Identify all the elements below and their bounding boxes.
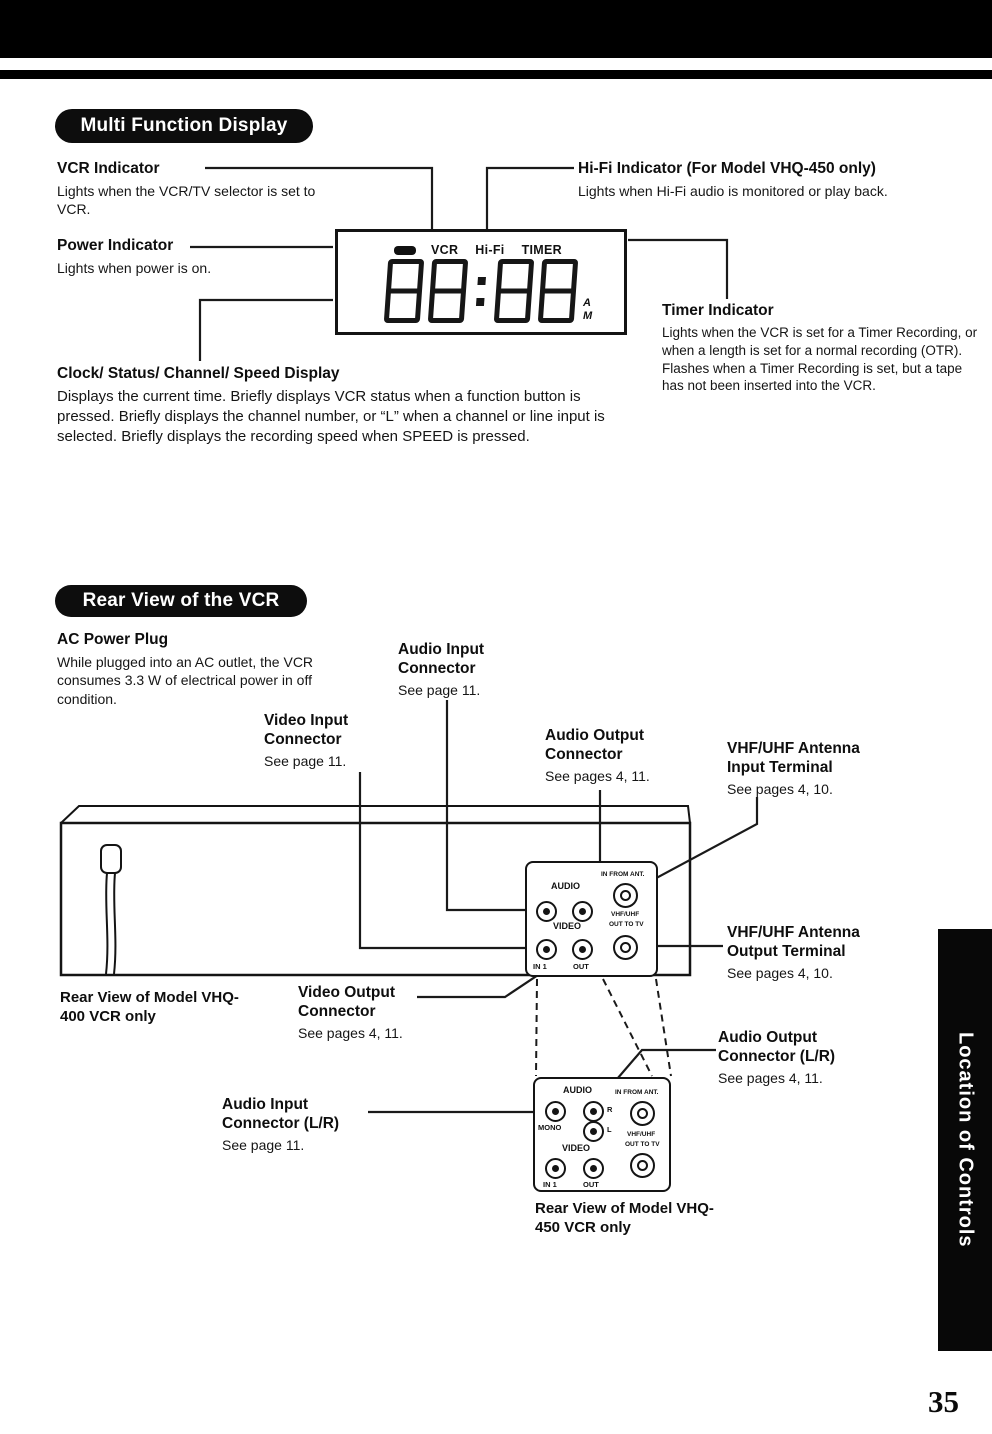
display-indicator-row xyxy=(394,243,562,257)
in-from-ant-label: IN FROM ANT. xyxy=(601,871,645,878)
projection-dash-line xyxy=(603,979,652,1076)
callout-title: Audio Input Connector xyxy=(398,641,485,677)
callout-title: VHF/UHF Antenna Input Terminal xyxy=(727,740,860,776)
callout-video-input xyxy=(264,712,374,770)
vcr-top-edge xyxy=(61,806,690,823)
timer-indicator-line xyxy=(628,240,727,299)
top-rule xyxy=(0,70,992,79)
callout-clock-display xyxy=(57,365,612,446)
callout-title: Timer Indicator xyxy=(662,302,774,319)
video-out-jack xyxy=(583,1158,604,1179)
digit-eight xyxy=(384,259,424,323)
audio-input-line xyxy=(447,700,528,910)
audio-in-jack xyxy=(536,901,557,922)
callout-power-indicator xyxy=(57,237,297,277)
pm-label: M xyxy=(583,309,593,322)
top-bar xyxy=(0,0,992,58)
audio-label: AUDIO xyxy=(563,1085,592,1095)
callout-title: Audio Output Connector xyxy=(545,727,644,763)
section-pill-rear-view xyxy=(55,585,307,617)
callout-body: Lights when power is on. xyxy=(57,259,212,276)
callout-body: Displays the current time. Briefly displays VCR status when a function button is pressed. Briefly displays the channel number, or “L” when a channel or line input is selected. Briefly displays the recording speed when SPEED is pressed. xyxy=(57,387,605,445)
callout-see: See pages 4, 10. xyxy=(727,780,833,797)
video-in-jack xyxy=(545,1158,566,1179)
in1-label: IN 1 xyxy=(543,1180,557,1189)
callout-vcr-indicator xyxy=(57,160,317,219)
page-number: 35 xyxy=(928,1384,959,1419)
out-to-tv-label: OUT TO TV xyxy=(625,1141,660,1148)
vcr-indicator-label: VCR xyxy=(431,243,459,257)
antenna-in-terminal xyxy=(613,883,638,908)
power-cord xyxy=(114,873,115,974)
callout-audio-input-lr xyxy=(222,1096,372,1154)
audio-label: AUDIO xyxy=(551,881,580,891)
antenna-out-terminal xyxy=(630,1153,655,1178)
jack-panel-vhq450 xyxy=(533,1077,671,1192)
section-pill-multi-function-display xyxy=(55,109,313,143)
power-plug xyxy=(101,845,121,873)
video-input-line xyxy=(360,772,528,948)
callout-audio-input xyxy=(398,641,508,699)
vhf-uhf-label: VHF/UHF xyxy=(627,1131,656,1138)
callout-see: See page 11. xyxy=(222,1136,305,1153)
hifi-indicator-line xyxy=(487,168,574,231)
callout-title: AC Power Plug xyxy=(57,631,169,648)
r-label: R xyxy=(607,1105,613,1114)
caption-vhq400: Rear View of Model VHQ-400 VCR only xyxy=(60,989,239,1025)
callout-see: See page 11. xyxy=(398,681,481,698)
side-tab-location-of-controls xyxy=(938,929,992,1351)
seven-segment-digits xyxy=(384,259,578,323)
callout-audio-output xyxy=(545,727,670,785)
clock-display-line xyxy=(200,300,333,361)
multi-function-display-panel xyxy=(335,229,627,335)
power-cord xyxy=(106,873,107,974)
caption-vhq450: Rear View of Model VHQ-450 VCR only xyxy=(535,1200,714,1236)
callout-see: See pages 4, 11. xyxy=(718,1069,823,1086)
audio-out-l-jack xyxy=(583,1121,604,1142)
callout-title: Video Input Connector xyxy=(264,712,349,748)
callout-title: Audio Input Connector (L/R) xyxy=(222,1096,340,1132)
digit-eight xyxy=(428,259,468,323)
out-to-tv-label: OUT TO TV xyxy=(609,921,644,928)
video-label: VIDEO xyxy=(562,1143,591,1153)
callout-ac-power-plug xyxy=(57,631,322,708)
video-in-jack xyxy=(536,939,557,960)
section-title: Multi Function Display xyxy=(80,115,288,136)
am-pm-indicators xyxy=(583,259,592,323)
am-label: A xyxy=(583,296,591,309)
callout-title: VCR Indicator xyxy=(57,160,160,177)
out-label: OUT xyxy=(583,1180,599,1189)
section-title: Rear View of the VCR xyxy=(82,590,280,611)
projection-dash-line xyxy=(656,979,671,1076)
callout-title: Clock/ Status/ Channel/ Speed Display xyxy=(57,365,340,382)
callout-see: See pages 4, 11. xyxy=(298,1024,403,1041)
digit-eight xyxy=(538,259,578,323)
callout-title: Hi-Fi Indicator (For Model VHQ-450 only) xyxy=(578,160,876,177)
antenna-in-terminal xyxy=(630,1101,655,1126)
power-led-icon xyxy=(394,246,416,255)
colon-separator xyxy=(476,277,486,306)
vhf-uhf-label: VHF/UHF xyxy=(611,911,640,918)
callout-title: Video Output Connector xyxy=(298,984,396,1020)
audio-in-r-jack xyxy=(583,1101,604,1122)
callout-hifi-indicator xyxy=(578,160,968,200)
hifi-indicator-label: Hi-Fi xyxy=(475,243,505,257)
callout-body: Lights when the VCR is set for a Timer Recording, or when a length is set for a normal recording (OTR). Flashes when a Timer Recording is set, but a tape has not been inserted into the VCR. xyxy=(662,324,978,394)
side-tab-label: Location of Controls xyxy=(954,1032,977,1248)
in-from-ant-label: IN FROM ANT. xyxy=(615,1089,659,1096)
callout-audio-output-lr xyxy=(718,1029,873,1087)
callout-see: See page 11. xyxy=(264,752,347,769)
callout-see: See pages 4, 11. xyxy=(545,767,650,784)
in1-label: IN 1 xyxy=(533,962,547,971)
callout-timer-indicator xyxy=(662,302,982,395)
timer-indicator-label: TIMER xyxy=(521,243,562,257)
video-out-jack xyxy=(572,939,593,960)
callout-title: Power Indicator xyxy=(57,237,174,254)
callout-body: While plugged into an AC outlet, the VCR consumes 3.3 W of electrical power in off condition. xyxy=(57,653,314,707)
clock-digits xyxy=(386,259,592,323)
mono-label: MONO xyxy=(538,1123,562,1132)
projection-dash-line xyxy=(536,979,537,1076)
jack-panel-vhq400 xyxy=(525,861,658,977)
callout-title: VHF/UHF Antenna Output Terminal xyxy=(727,924,860,960)
callout-vhf-output xyxy=(727,924,892,982)
callout-vhf-input xyxy=(727,740,892,798)
callout-body: Lights when Hi-Fi audio is monitored or play back. xyxy=(578,182,888,199)
callout-title: Audio Output Connector (L/R) xyxy=(718,1029,836,1065)
audio-out-jack xyxy=(572,901,593,922)
out-label: OUT xyxy=(573,962,589,971)
callout-see: See pages 4, 10. xyxy=(727,964,833,981)
audio-in-l-jack xyxy=(545,1101,566,1122)
antenna-out-terminal xyxy=(613,935,638,960)
callout-video-output xyxy=(298,984,418,1042)
callout-body: Lights when the VCR/TV selector is set to VCR. xyxy=(57,182,316,218)
l-label: L xyxy=(607,1125,612,1134)
digit-eight xyxy=(494,259,534,323)
video-label: VIDEO xyxy=(553,921,582,931)
